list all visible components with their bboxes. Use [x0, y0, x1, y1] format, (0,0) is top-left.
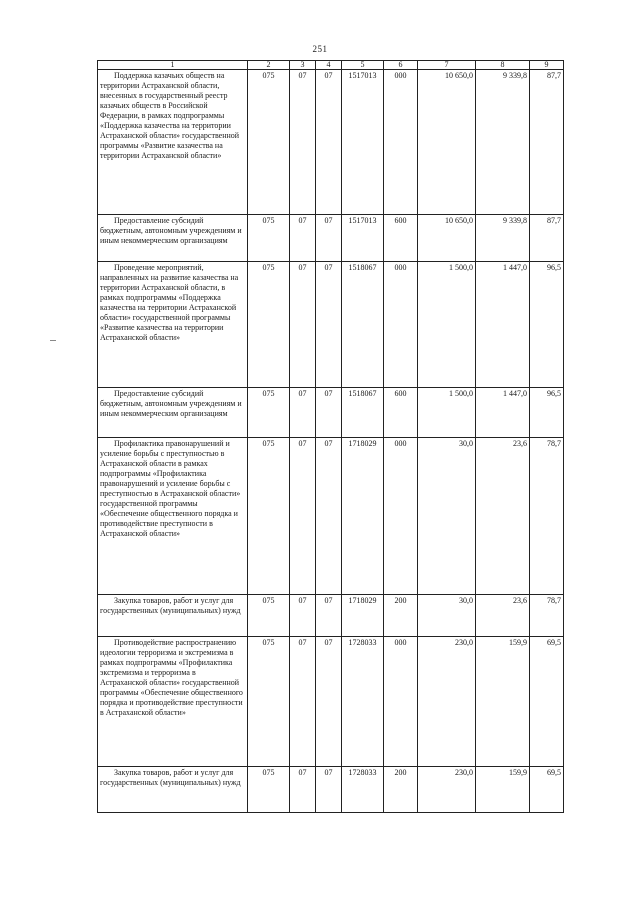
col-header-2: 2 — [248, 61, 290, 70]
cell-target-item: 1518067 — [342, 262, 384, 388]
col-header-8: 8 — [476, 61, 530, 70]
cell-plan: 10 650,0 — [418, 215, 476, 262]
cell-target-item: 1728033 — [342, 767, 384, 813]
cell-target-item: 1718029 — [342, 438, 384, 595]
col-header-6: 6 — [384, 61, 418, 70]
table-row — [98, 595, 564, 637]
cell-subsection: 07 — [316, 637, 342, 767]
cell-expense-type: 000 — [384, 70, 418, 215]
cell-section: 07 — [290, 767, 316, 813]
cell-section: 07 — [290, 438, 316, 595]
table-row — [98, 637, 564, 767]
table-row — [98, 70, 564, 215]
cell-section: 07 — [290, 262, 316, 388]
cell-percent: 78,7 — [530, 438, 564, 595]
header-row — [98, 61, 564, 70]
row-description-text: Противодействие распространению идеологии терроризма и экстремизма в рамках подпрограммы «Профилактика экстремизма и терроризма в Астраханской области» государственной программы «Обеспечение общественного порядка и противодействие преступности в Астраханской области» — [100, 638, 243, 717]
budget-table — [97, 60, 564, 813]
cell-target-item: 1518067 — [342, 388, 384, 438]
cell-section: 07 — [290, 595, 316, 637]
cell-admin-code: 075 — [248, 595, 290, 637]
cell-percent: 96,5 — [530, 262, 564, 388]
cell-subsection: 07 — [316, 388, 342, 438]
cell-section: 07 — [290, 70, 316, 215]
cell-plan: 10 650,0 — [418, 70, 476, 215]
table-row — [98, 262, 564, 388]
row-description-text: Предоставление субсидий бюджетным, автономным учреждениям и иным некоммерческим организациям — [100, 216, 242, 245]
cell-plan: 1 500,0 — [418, 262, 476, 388]
row-description-text: Поддержка казачьих обществ на территории Астраханской области, внесенных в государственный реестр казачьих обществ в Российской Федерации, в рамках подпрограммы «Поддержка казачества на территории Астраханской области» государственной программы «Развитие казачества на территории Астраханской области» — [100, 71, 240, 160]
cell-actual: 1 447,0 — [476, 388, 530, 438]
cell-admin-code: 075 — [248, 388, 290, 438]
cell-section: 07 — [290, 388, 316, 438]
cell-subsection: 07 — [316, 70, 342, 215]
cell-admin-code: 075 — [248, 215, 290, 262]
cell-actual: 9 339,8 — [476, 215, 530, 262]
row-description-text: Проведение мероприятий, направленных на развитие казачества на территории Астраханской области, в рамках подпрограммы «Поддержка казачества на территории Астраханской области» государственной программы «Развитие казачества на территории Астраханской области» — [100, 263, 239, 342]
cell-plan: 30,0 — [418, 438, 476, 595]
cell-expense-type: 000 — [384, 262, 418, 388]
cell-plan: 230,0 — [418, 637, 476, 767]
table-row — [98, 767, 564, 813]
cell-target-item: 1728033 — [342, 637, 384, 767]
cell-subsection: 07 — [316, 215, 342, 262]
cell-admin-code: 075 — [248, 438, 290, 595]
cell-percent: 96,5 — [530, 388, 564, 438]
cell-percent: 78,7 — [530, 595, 564, 637]
cell-section: 07 — [290, 215, 316, 262]
row-description — [98, 767, 248, 813]
cell-target-item: 1517013 — [342, 215, 384, 262]
cell-target-item: 1517013 — [342, 70, 384, 215]
col-header-4: 4 — [316, 61, 342, 70]
margin-mark — [50, 340, 56, 341]
cell-expense-type: 200 — [384, 595, 418, 637]
cell-actual: 23,6 — [476, 438, 530, 595]
cell-actual: 1 447,0 — [476, 262, 530, 388]
cell-target-item: 1718029 — [342, 595, 384, 637]
cell-plan: 30,0 — [418, 595, 476, 637]
cell-admin-code: 075 — [248, 767, 290, 813]
cell-subsection: 07 — [316, 262, 342, 388]
cell-expense-type: 200 — [384, 767, 418, 813]
cell-expense-type: 600 — [384, 388, 418, 438]
row-description — [98, 438, 248, 595]
row-description-text: Предоставление субсидий бюджетным, автономным учреждениям и иным некоммерческим организациям — [100, 389, 242, 418]
cell-actual: 159,9 — [476, 637, 530, 767]
cell-percent: 87,7 — [530, 70, 564, 215]
row-description — [98, 595, 248, 637]
row-description — [98, 388, 248, 438]
cell-plan: 1 500,0 — [418, 388, 476, 438]
row-description — [98, 262, 248, 388]
row-description-text: Закупка товаров, работ и услуг для государственных (муниципальных) нужд — [100, 768, 241, 787]
cell-expense-type: 000 — [384, 637, 418, 767]
cell-actual: 23,6 — [476, 595, 530, 637]
cell-subsection: 07 — [316, 595, 342, 637]
cell-percent: 69,5 — [530, 637, 564, 767]
cell-actual: 159,9 — [476, 767, 530, 813]
cell-subsection: 07 — [316, 438, 342, 595]
page-number: 251 — [312, 44, 328, 54]
row-description — [98, 215, 248, 262]
col-header-5: 5 — [342, 61, 384, 70]
row-description-text: Профилактика правонарушений и усиление борьбы с преступностью в Астраханской области в рамках подпрограммы «Профилактика правонарушений и усиление борьбы с преступностью в Астраханской области» государственной программы «Обеспечение общественного порядка и противодействие преступности в Астраханской области» — [100, 439, 241, 538]
cell-percent: 69,5 — [530, 767, 564, 813]
cell-actual: 9 339,8 — [476, 70, 530, 215]
cell-plan: 230,0 — [418, 767, 476, 813]
col-header-1: 1 — [98, 61, 248, 70]
row-description — [98, 70, 248, 215]
cell-expense-type: 000 — [384, 438, 418, 595]
row-description — [98, 637, 248, 767]
cell-section: 07 — [290, 637, 316, 767]
cell-expense-type: 600 — [384, 215, 418, 262]
col-header-9: 9 — [530, 61, 564, 70]
cell-admin-code: 075 — [248, 262, 290, 388]
cell-admin-code: 075 — [248, 70, 290, 215]
table-row — [98, 438, 564, 595]
table-row — [98, 388, 564, 438]
row-description-text: Закупка товаров, работ и услуг для государственных (муниципальных) нужд — [100, 596, 241, 615]
cell-percent: 87,7 — [530, 215, 564, 262]
cell-subsection: 07 — [316, 767, 342, 813]
cell-admin-code: 075 — [248, 637, 290, 767]
col-header-3: 3 — [290, 61, 316, 70]
col-header-7: 7 — [418, 61, 476, 70]
table-row — [98, 215, 564, 262]
